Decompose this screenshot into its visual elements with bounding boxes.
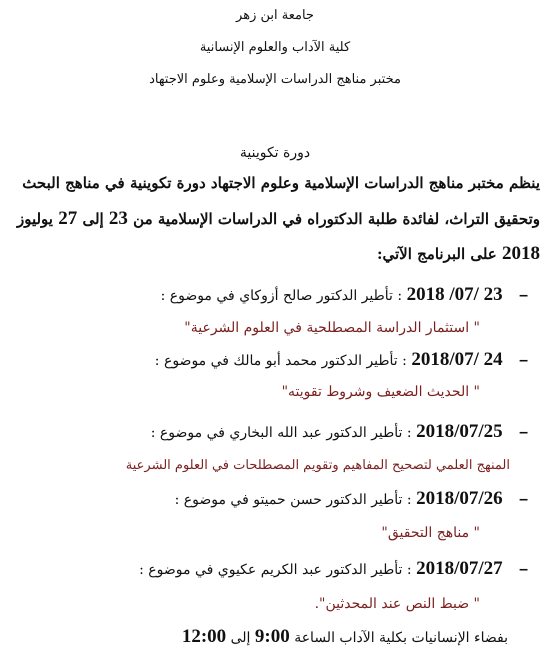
list-dash: – [519,561,528,578]
intro-to-word: إلى [82,210,104,228]
list-dash: – [519,491,528,508]
session-topic: " استثمار الدراسة المصطلحية في العلوم الشرعية" [184,320,480,336]
session-date: 2018/07/25 [416,421,503,442]
session-topic: المنهج العلمي لتصحيح المفاهيم وتقويم المصطلحات في العلوم الشرعية [125,458,510,473]
venue-text: بفضاء الإنسانيات بكلية الآداب الساعة [294,630,508,646]
intro-month: يوليوز [16,210,53,228]
session-text: : تأطير الدكتور حسن حميتو في موضوع : [174,492,412,508]
list-dash: – [519,352,528,369]
intro-to-day: 27 [58,208,78,229]
intro-line-2-text: وتحقيق التراث، لفائدة طلبة الدكتوراه في الدراسات الإسلامية من [133,210,540,228]
intro-from-day: 23 [108,208,128,229]
session-text: : تأطير الدكتور صالح أزوكاي في موضوع : [160,288,403,304]
session-line [8,488,528,511]
session-date: 2018/07/27 [416,558,503,579]
session-date: 2018/07/ 24 [411,349,503,370]
session-topic: " الحديث الضعيف وشروط تقويته" [281,384,480,400]
session-topic: " ضبط النص عند المحدثين". [314,596,480,612]
intro-line-3 [8,243,540,265]
intro-line-3-text: على البرنامج الآتي: [376,245,497,263]
intro-line-2 [8,208,540,230]
lab-name: مختبر مناهج الدراسات الإسلامية وعلوم الاجتهاد [149,72,401,87]
session-line [8,349,528,372]
session-text: : تأطير الدكتور عبد الله البخاري في موضوع : [150,425,412,441]
start-time: 9:00 [254,626,290,647]
session-date: 2018 /07/ 23 [406,284,503,305]
intro-line-1-text: ينظم مختبر مناهج الدراسات الإسلامية وعلوم الاجتهاد دورة تكوينية في مناهج البحث [22,174,540,192]
list-dash: – [519,424,528,441]
venue-time-line [8,626,508,649]
document-title: دورة تكوينية [239,145,311,161]
end-time: 12:00 [181,626,227,647]
session-text: : تأطير الدكتور عبد الكريم عكيوي في موضوع : [139,562,412,578]
time-to-word: إلى [230,630,251,646]
faculty-name: كلية الآداب والعلوم الإنسانية [199,40,351,55]
session-line [8,421,528,444]
session-topic: " مناهج التحقيق" [381,525,480,541]
session-line [8,558,528,581]
intro-line-1 [8,172,540,194]
session-text: : تأطير الدكتور محمد أبو مالك في موضوع : [154,353,407,369]
intro-year: 2018 [502,243,540,264]
university-name: جامعة ابن زهر [236,8,314,23]
session-line [8,284,528,307]
session-date: 2018/07/26 [416,488,503,509]
list-dash: – [519,287,528,304]
